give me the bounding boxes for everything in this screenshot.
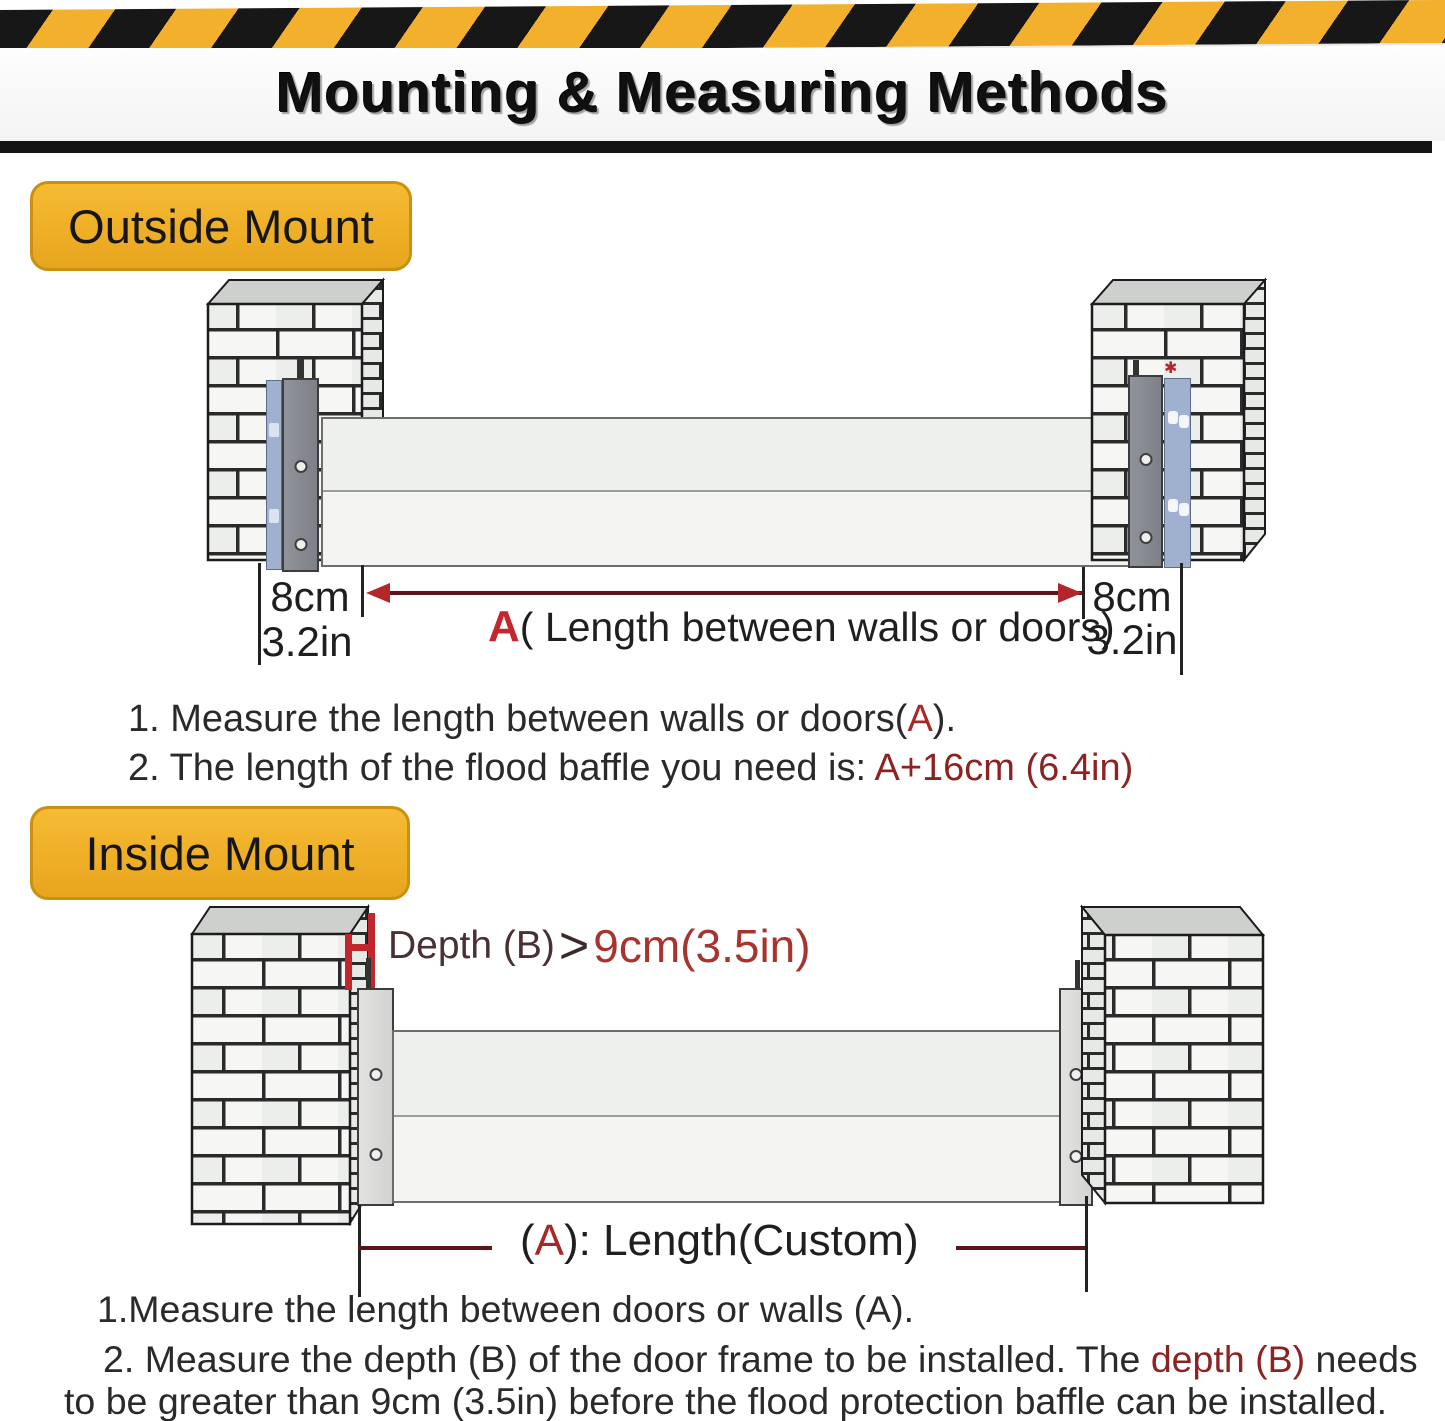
label-length-custom: ): Length(Custom) <box>564 1216 919 1265</box>
mounting-channel <box>357 988 394 1206</box>
arrowhead-left-icon <box>366 583 390 603</box>
inside-mount-badge-label: Inside Mount <box>85 826 355 880</box>
inside-step-2-end: needs <box>1305 1338 1418 1380</box>
label-a-red: A <box>488 602 520 651</box>
inside-step-2-continued: to be greater than 9cm (3.5in) before the flood protection baffle can be installed. <box>64 1380 1388 1421</box>
flood-baffle <box>392 1030 1062 1203</box>
outside-step-1-red: A <box>907 698 933 740</box>
screw-hole <box>369 1068 382 1081</box>
seal-clip <box>269 423 279 437</box>
page-title: Mounting & Measuring Methods <box>276 61 1169 125</box>
baffle-panel-bottom <box>394 1117 1060 1202</box>
screw-hole <box>294 538 307 551</box>
outside-mount-badge <box>30 181 412 271</box>
dimension-line-right <box>956 1246 1086 1250</box>
label-paren: ( <box>520 1216 535 1265</box>
length-custom-label <box>520 1216 919 1266</box>
hazard-stripe-banner <box>0 0 1445 55</box>
outside-step-1-end: ). <box>932 698 957 740</box>
inside-mount-badge <box>30 806 410 900</box>
measurement-8cm-right: 8cm <box>1092 573 1172 620</box>
arrowhead-right-icon <box>1058 583 1082 603</box>
depth-marker-left-bar <box>345 934 352 990</box>
mounting-channel <box>1128 375 1163 568</box>
seal-clip <box>1168 499 1178 512</box>
inside-step-1: 1.Measure the length between doors or walls (A). <box>97 1288 915 1330</box>
baffle-panel-bottom <box>323 492 1131 565</box>
anchor-pin <box>366 958 371 988</box>
outside-mount-badge-label: Outside Mount <box>68 199 374 253</box>
outside-step-2 <box>128 747 1133 790</box>
outside-step-2-text: 2. The length of the flood baffle you need is: <box>128 747 875 789</box>
screw-hole <box>294 460 307 473</box>
screw-hole <box>1139 453 1152 466</box>
seal-clip <box>1179 503 1189 516</box>
depth-label-text: Depth (B) <box>388 924 555 967</box>
label-a-text: ( Length between walls or doors) <box>519 604 1115 650</box>
inside-step-2 <box>103 1338 1418 1381</box>
baffle-panel-top <box>323 419 1131 492</box>
seal-clip <box>1168 411 1178 424</box>
dimension-tick <box>1085 1196 1088 1292</box>
screw-hole <box>1139 531 1152 544</box>
dimension-arrow-line <box>374 591 1082 595</box>
dimension-tick <box>358 1205 361 1297</box>
depth-label <box>388 916 811 976</box>
length-a-label <box>488 602 1115 652</box>
seal-clip <box>1179 415 1189 428</box>
seal-strip <box>266 380 282 570</box>
label-a-red: A <box>534 1216 565 1265</box>
seal-clip <box>269 509 279 523</box>
measurement-32in-left: 3.2in <box>261 618 353 665</box>
inside-step-2-red: depth (B) <box>1150 1338 1306 1380</box>
dimension-line-left <box>358 1246 492 1250</box>
inside-step-2-text: 2. Measure the depth (B) of the door frame to be installed. The <box>103 1338 1151 1380</box>
brick-pillar-inside-right <box>1076 902 1266 1206</box>
red-anchor-mark: ✱ <box>1164 360 1178 377</box>
flood-baffle <box>321 417 1133 567</box>
screw-hole <box>369 1148 382 1161</box>
outside-step-1-text: 1. Measure the length between walls or doors( <box>128 698 908 740</box>
outside-step-1 <box>128 698 956 741</box>
measurement-8cm-left: 8cm <box>270 573 350 620</box>
banner-divider-bar <box>0 141 1432 153</box>
dimension-tick <box>1180 563 1183 675</box>
depth-value-red: 9cm(3.5in) <box>593 920 811 972</box>
measurement-32in-right: 3.2in <box>1086 616 1178 663</box>
seal-strip <box>1164 378 1191 568</box>
outside-step-2-red: A+16cm (6.4in) <box>874 747 1134 789</box>
greater-than-sign: > <box>558 917 590 975</box>
baffle-panel-top <box>394 1032 1060 1117</box>
depth-marker-cross-bar <box>345 944 375 951</box>
mounting-channel <box>282 378 319 572</box>
